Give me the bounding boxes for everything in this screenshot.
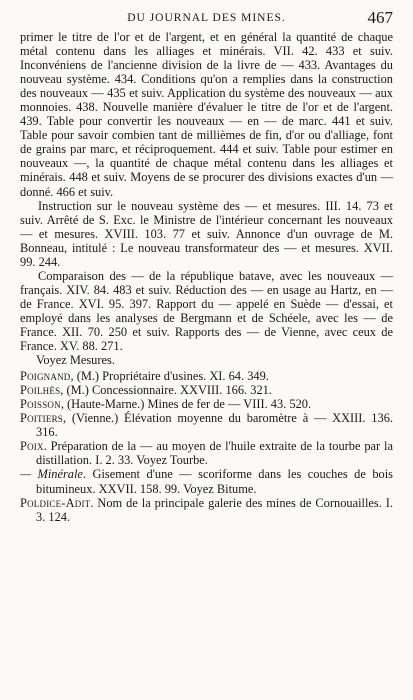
index-paragraph-comparaison: Comparaison des — de la république batave, avec les nouveaux — français. XIV. 84. 483 et suiv. Réduction des — en usage au Hartz, en — de France. XVI. 95. 397. Rapport du — appelé en Suède — d'essai, et employé dans les analyses de Bergmann et de Schéele, avec les — de France. XII. 70. 250 et suiv. Rapports des — de Vienne, avec ceux de France. XV. 88. 271.	[20, 268, 393, 354]
index-paragraph-instruction: Instruction sur le nouveau système des — et mesures. III. 14. 73 et suiv. Arrêté de S. Exc. le Ministre de l'intérieur concernant les nouveaux — et mesures. XVIII. 103. 77 et suiv. Annonce d'un ouvrage de M. Bonneau, intitulé : Le nouveau transformateur des — et mesures. XVII. 99. 244.	[20, 198, 393, 269]
entry-text: . Nom de la principale galerie des mines de Cornouailles. I. 3. 124.	[36, 495, 393, 524]
entry-headword: Poilhès	[20, 383, 61, 398]
index-entry-poisson	[20, 397, 393, 411]
page-header	[20, 8, 393, 30]
entry-headword: Poisson	[20, 397, 61, 412]
page-number: 467	[367, 8, 393, 27]
index-body	[20, 30, 393, 524]
index-entry-poignand	[20, 369, 393, 383]
entry-headword: Poitiers	[20, 411, 63, 426]
cross-reference-mesures	[20, 353, 393, 367]
entry-headword: Poldice-Adit	[20, 495, 91, 510]
entry-text: . Gisement d'une — scoriforme dans les couches de bois bitumineux. XXVII. 158. 99. Voyez Bitume.	[36, 467, 393, 496]
index-entry-poilhes	[20, 383, 393, 397]
index-entry-poix	[20, 439, 393, 467]
entry-text: , (M.) Concessionnaire. XXVIII. 166. 321.	[60, 383, 272, 398]
entry-headword: Poignand	[20, 369, 71, 384]
index-entry-poitiers	[20, 411, 393, 439]
entry-text: , (Vienne.) Élévation moyenne du baromètre à — XXIII. 136. 316.	[36, 411, 393, 440]
index-entry-poldice-adit	[20, 496, 393, 524]
entry-text: , (M.) Propriétaire d'usines. XI. 64. 349.	[70, 369, 269, 384]
entry-headword: — Minérale	[20, 467, 83, 482]
running-title: DU JOURNAL DES MINES.	[127, 12, 286, 24]
entry-text: , (Haute-Marne.) Mines de fer de — VIII. 43. 520.	[60, 397, 312, 412]
entry-headword: Poix	[20, 439, 44, 454]
index-paragraph-titre: primer le titre de l'or et de l'argent, et en général la quantité de chaque métal contenu dans les alliages et minérais. VII. 42. 433 et suiv. Inconvéniens de l'ancienne division de la livre de — 433. Avantages du nouveau système. 434. Conditions qu'on a remplies dans la construction des nouveaux — 435 et suiv. Application du système des nouveaux — aux monnoies. 438. Nouvelle manière d'évaluer le titre de l'or et de l'argent. 439. Table pour convertir les nouveaux — en — de marc. 441 et suiv. Table pour savoir combien tant de millièmes de fin, d'or ou d'alliage, font de grains par marc, et réciproquement. 444 et suiv. Table pour estimer en nouveaux —, la quantité de chaque métal contenu dans les alliages et minérais. 448 et suiv. Moyens de se procurer des divisions exactes d'un — donné. 466 et suiv.	[20, 30, 393, 199]
cross-reference-text: Voyez Mesures.	[36, 353, 115, 368]
index-entry-poix-minerale	[20, 467, 393, 495]
entry-text: . Préparation de la — au moyen de l'huile extraite de la tourbe par la distillation. I. 2. 33. Voyez Tourbe.	[36, 439, 393, 468]
